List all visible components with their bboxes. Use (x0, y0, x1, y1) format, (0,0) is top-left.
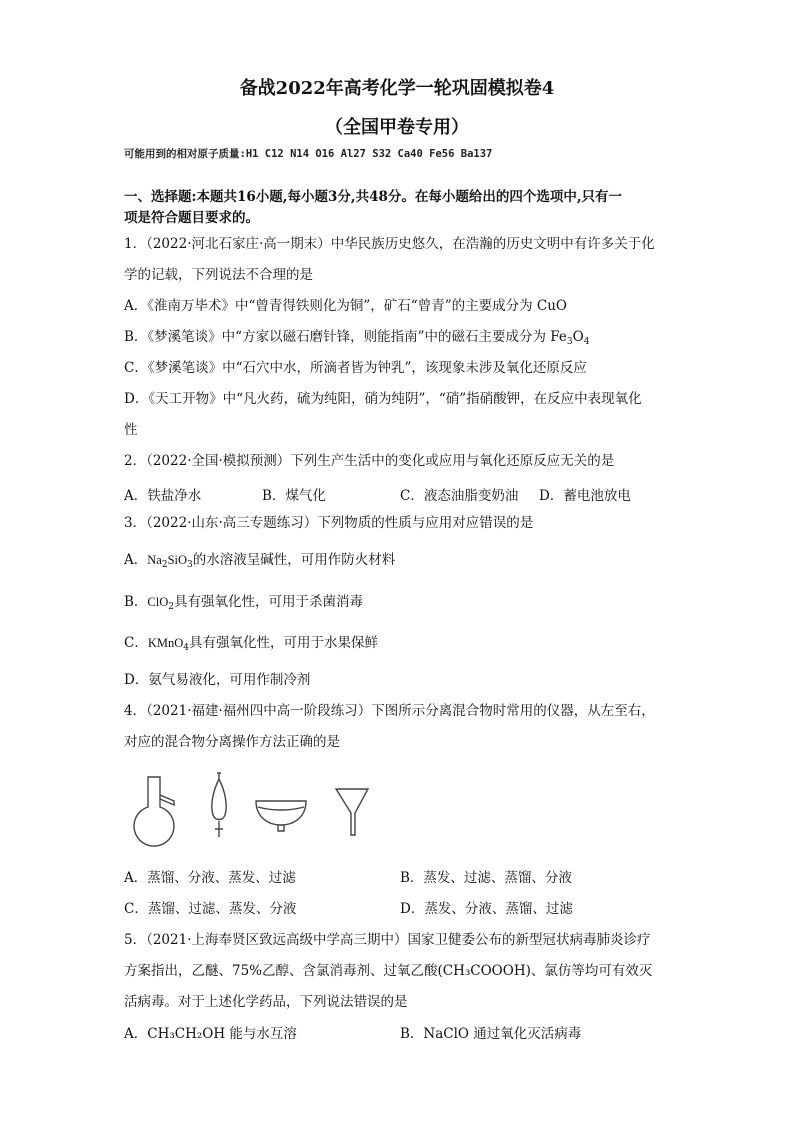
q5-stem-line1: 5．（2021·上海奉贤区致远高级中学高三期中）国家卫健委公布的新型冠状病毒肺炎诊疗 (124, 932, 651, 948)
q2-option-b: B．煤气化 (262, 488, 326, 504)
q3-option-c: C．KMnO$_4$具有强氧化性，可用于水果保鲜 (124, 635, 378, 653)
section-heading-line2: 项是符合题目要求的。 (124, 210, 259, 226)
q1-option-a: A．《淮南万毕术》中“曾青得铁则化为铜”，矿石“曾青”的主要成分为 CuO (124, 298, 567, 314)
q2-option-a: A．铁盐净水 (124, 488, 202, 504)
q3-stem: 3．（2022·山东·高三专题练习）下列物质的性质与应用对应错误的是 (124, 515, 534, 531)
filter-funnel-icon (336, 789, 368, 835)
q5-stem-line2: 方案指出，乙醚、75%乙醇、含氯消毒剂、过氧乙酸(CH₃COOOH)、氯仿等均可有效灭 (124, 963, 653, 979)
q4-option-a: A．蒸馏、分液、蒸发、过滤 (124, 870, 296, 886)
q4-stem-line2: 对应的混合物分离操作方法正确的是 (124, 734, 340, 750)
q5-stem-line3: 活病毒。对于上述化学药品，下列说法错误的是 (124, 994, 408, 1010)
q1-option-d-line1: D．《天工开物》中“凡火药，硫为纯阳，硝为纯阴”，“硝”指硝酸钾，在反应中表现氧化 (124, 391, 642, 407)
q5-option-b: B．NaClO 通过氧化灭活病毒 (400, 1026, 582, 1042)
q1-stem-line1: 1．（2022·河北石家庄·高一期末）中华民族历史悠久，在浩瀚的历史文明中有许多关于化 (124, 236, 655, 252)
evaporating-dish-icon (256, 801, 306, 831)
q3-option-b: B．ClO$_2$具有强氧化性，可用于杀菌消毒 (124, 594, 363, 612)
q5-option-a: A．CH₃CH₂OH 能与水互溶 (124, 1026, 297, 1042)
q3-option-a: A．$Na_2SiO_3$的水溶液呈碱性，可用作防火材料 (124, 552, 396, 570)
q1-option-c: C．《梦溪笔谈》中“石穴中水，所滴者皆为钟乳”，该现象未涉及氧化还原反应 (124, 360, 587, 376)
separatory-funnel-icon (212, 773, 226, 837)
q2-option-d: D．蓄电池放电 (539, 488, 631, 504)
page-subtitle: （全国甲卷专用） (325, 117, 469, 138)
q1-stem-line2: 学的记载，下列说法不合理的是 (124, 267, 313, 283)
page-title: 备战2022年高考化学一轮巩固模拟卷4 (239, 78, 555, 99)
distillation-flask-icon (134, 777, 174, 846)
q4-option-b: B．蒸发、过滤、蒸馏、分液 (400, 870, 572, 886)
q4-option-c: C．蒸馏、过滤、蒸发、分液 (124, 901, 297, 917)
lab-apparatus-figure (124, 765, 374, 855)
q2-option-c: C．液态油脂变奶油 (400, 488, 519, 504)
q4-option-d: D．蒸发、分液、蒸馏、过滤 (400, 901, 573, 917)
q3-option-d: D．氨气易液化，可用作制冷剂 (124, 672, 311, 688)
section-heading-line1: 一、选择题:本题共16小题,每小题3分,共48分。在每小题给出的四个选项中,只有一 (124, 189, 623, 205)
q2-stem: 2．（2022·全国·模拟预测）下列生产生活中的变化或应用与氧化还原反应无关的是 (124, 453, 615, 469)
atomic-masses: 可能用到的相对原子质量:H1 C12 N14 O16 Al27 S32 Ca40 Fe56 Ba137 (124, 148, 493, 160)
q1-option-d-line2: 性 (124, 422, 138, 438)
q1-option-b: B．《梦溪笔谈》中“方家以磁石磨针锋，则能指南”中的磁石主要成分为 $Fe_3O_4$ (124, 329, 590, 347)
q4-stem-line1: 4．（2021·福建·福州四中高一阶段练习）下图所示分离混合物时常用的仪器，从左至右， (124, 703, 655, 719)
